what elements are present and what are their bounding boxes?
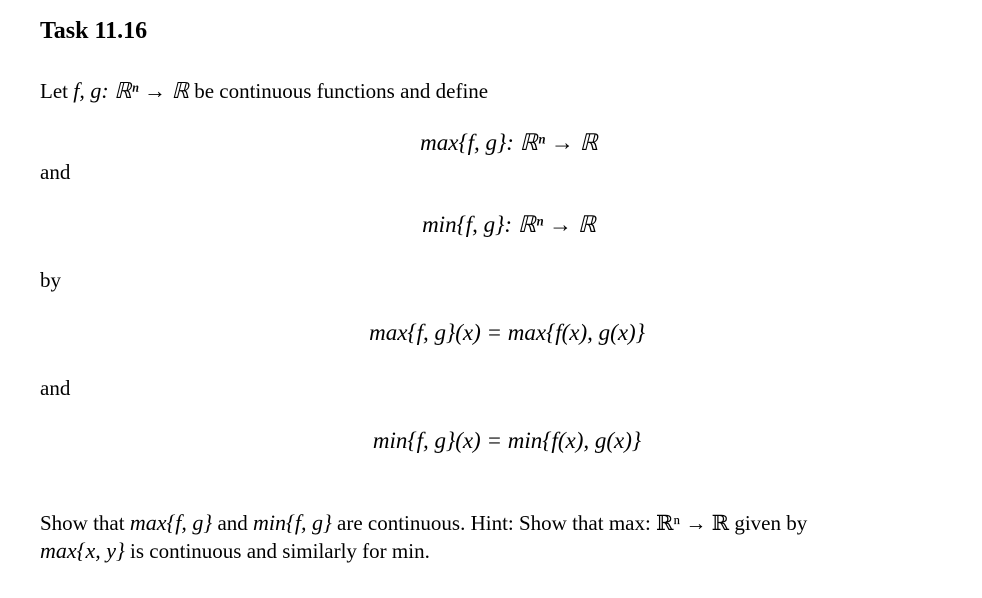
- intro-prefix: Let: [40, 79, 74, 103]
- intro-suffix: be continuous functions and define: [188, 79, 489, 103]
- min-definition: min{f, g}: ℝⁿ → ℝ: [422, 212, 596, 237]
- max-definition: max{f, g}: ℝⁿ → ℝ: [420, 130, 598, 155]
- conclusion-line-2: [40, 538, 430, 564]
- conclusion-math-max: max{f, g}: [129, 510, 213, 535]
- conclusion-math-xy: max{x, y}: [40, 538, 125, 563]
- conclusion-text-2: and: [212, 511, 254, 535]
- conclusion-text-4: is continuous and similarly for min.: [124, 539, 430, 563]
- conclusion-math-min: min{f, g}: [253, 510, 332, 535]
- conclusion-line-1: [40, 510, 807, 536]
- by-connector: by: [40, 268, 61, 292]
- and-connector-2: and: [40, 376, 71, 400]
- max-equation: max{f, g}(x) = max{f(x), g(x)}: [369, 320, 645, 345]
- intro-math: f, g: ℝⁿ → ℝ: [73, 78, 189, 103]
- conclusion-text-1: Show that: [40, 511, 130, 535]
- conclusion-text-3: are continuous. Hint: Show that max: ℝⁿ → ℝ given by: [331, 511, 808, 535]
- and-connector-1: and: [40, 160, 71, 184]
- min-equation: min{f, g}(x) = min{f(x), g(x)}: [372, 428, 642, 453]
- task-title: Task 11.16: [40, 18, 148, 44]
- intro-paragraph: [40, 78, 488, 104]
